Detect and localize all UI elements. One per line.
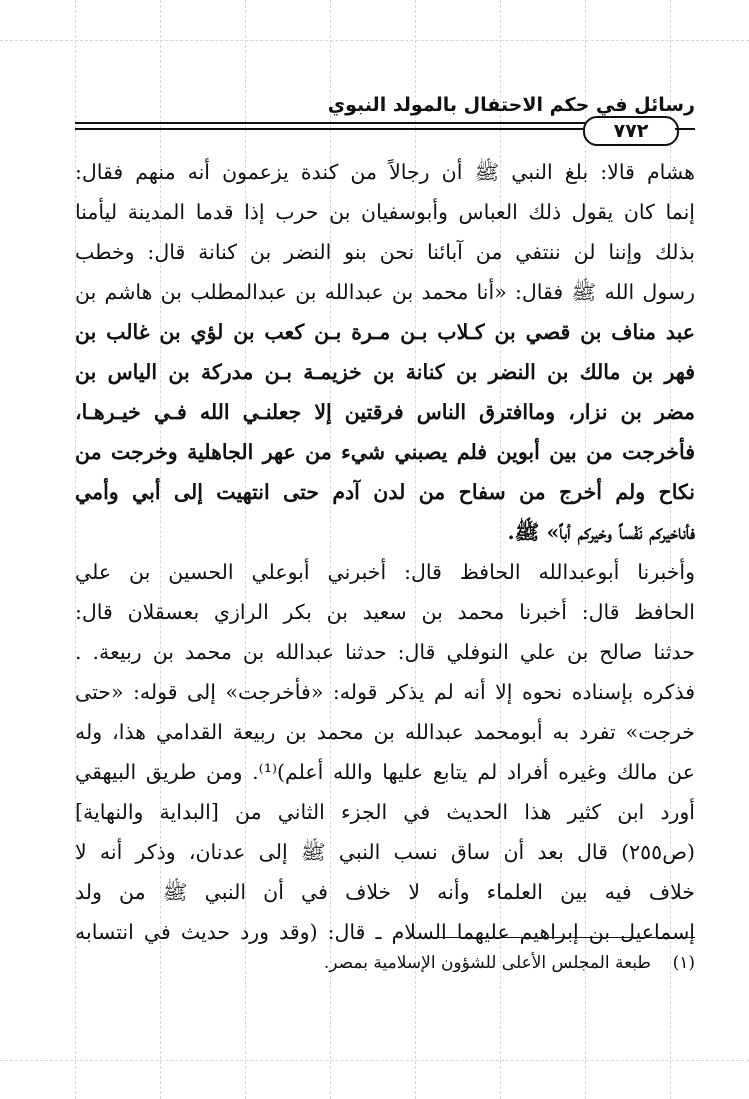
footnote-marker: (١) — [672, 953, 695, 973]
body-text — [75, 152, 695, 952]
text-line: أورد ابن كثير هذا الحديث في الجزء الثاني من [البداية والنهاية] — [75, 800, 695, 824]
text-line: عن مالك وغيره أفراد لم يتابع عليها والله أعلم)⁽¹⁾. ومن طريق البيهقي — [75, 760, 695, 784]
text-line: الحافظ قال: أخبرنا محمد بن سعيد بن بكر الرازي بعسقلان قال: — [75, 600, 695, 624]
text-line: (ص٢٥٥) قال بعد أن ساق نسب النبي ﷺ إلى عدنان، وذكر أنه لا — [75, 840, 695, 864]
text-line: رسول الله ﷺ فقال: «أنا محمد بن عبدالله بن عبدالمطلب بن هاشم بن — [75, 280, 695, 304]
text-line: عبد مناف بن قصي بن كـلاب بـن مـرة بـن كعب بن لؤي بن غالب بن — [75, 320, 695, 344]
footnote-text: طبعة المجلس الأعلى للشؤون الإسلامية بمصر. — [323, 953, 651, 973]
text-line: فذكره بإسناده نحوه إلا أنه لم يذكر قوله: «فأخرجت» إلى قوله: «حتى — [75, 680, 695, 704]
running-title: رسائل في حكم الاحتفال بالمولد النبوي — [327, 94, 695, 116]
footnote-rule — [425, 937, 695, 938]
text-line: فأناخيركم نَفْساً وخيركم أباً» ﷺ. — [507, 520, 695, 544]
header-rule-end — [675, 128, 695, 130]
text-line: نكاح ولم أخرج من سفاح من لدن آدم حتى انتهيت إلى أبي وأمي — [75, 480, 695, 504]
grid-line — [0, 40, 749, 41]
text-line: خرجت» تفرد به أبومحمد عبدالله بن محمد بن ربيعة القدامي هذا، وله — [75, 720, 695, 744]
text-line: بذلك وإننا لن ننتفي من آبائنا نحن بنو النضر بن كنانة قال: وخطب — [75, 240, 695, 264]
grid-line — [0, 1060, 749, 1061]
text-line: خلاف فيه بين العلماء وأنه لا خلاف في أن النبي ﷺ من ولد — [75, 880, 695, 904]
header-rule — [75, 128, 585, 130]
text-line: فأخرجت من بين أبوين فلم يصبني شيء من عهر الجاهلية وخرجت من — [75, 440, 695, 464]
text-line: هشام قالا: بلغ النبي ﷺ أن رجالاً من كندة يزعمون أنه منهم فقال: — [75, 160, 695, 184]
text-line: وأخبرنا أبوعبدالله الحافظ قال: أخبرني أبوعلي الحسين بن علي — [75, 560, 695, 584]
footnote — [150, 953, 695, 973]
text-line: فهر بن مالك بن النضر بن كنانة بن خزيمـة بـن مدركة بن الياس بن — [75, 360, 695, 384]
text-line: حدثنا صالح بن علي النوفلي قال: حدثنا عبدالله بن محمد بن ربيعة. . — [75, 640, 695, 664]
page-number: ٧٧٢ — [583, 116, 679, 146]
header-rule — [75, 122, 585, 124]
text-line: مضر بن نزار، وماافترق الناس فرقتين إلا جعلنـي الله فـي خيـرهـا، — [75, 400, 695, 424]
text-line: إنما كان يقول ذلك العباس وأبوسفيان بن حرب إذا قدما المدينة ليأمنا — [75, 200, 695, 224]
text-line: إسماعيل بن إبراهيم عليهما السلام ـ قال: (وقد ورد حديث في انتسابه — [75, 920, 695, 944]
